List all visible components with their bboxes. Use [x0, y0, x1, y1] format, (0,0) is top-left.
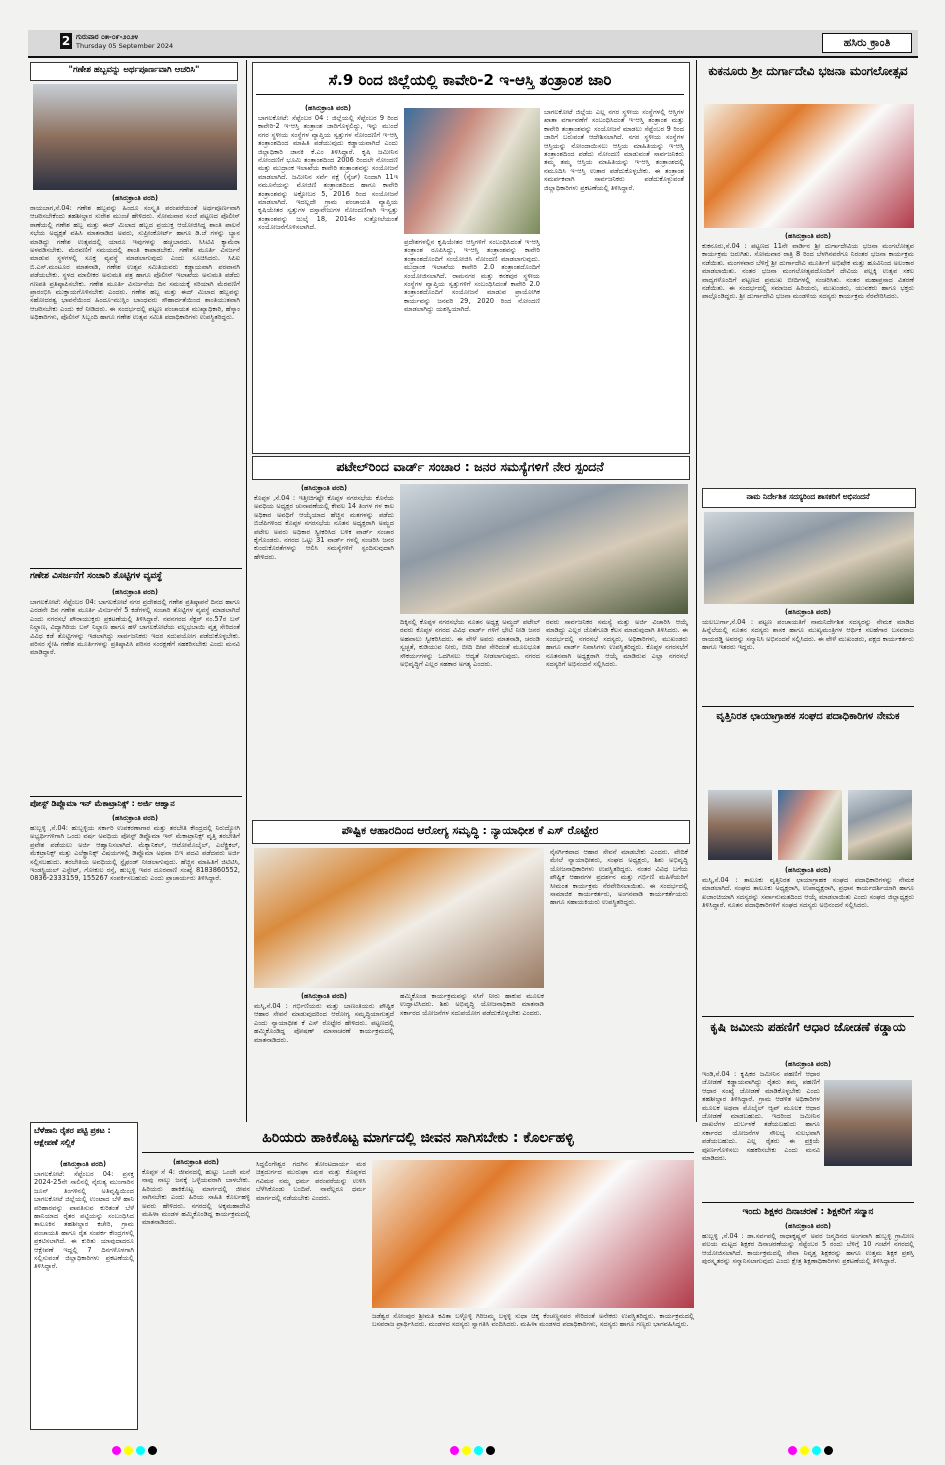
body-hiriyaru-col3: ಜಡೆಶ್ವರ ಸೋಂಪುರ ಶ್ರೀಮತಿ ಕವಿತಾ ಬಳ್ಳೊಳ್ಳಿ ಗಿರಿಜಮ್ಮ ಬಳ್ಳಳ್ಳಿ ಸುಧಾ ಚಿಕ್ಕ ಕೆಂಚಣ್ಣನವರ ಸೇರಿದಂತೆ ಅನೇಕರು ಉಪಸ್ಥಿತರಿದ್ದರು. ಕಾರ್ಯಕ್ರಮದಲ್ಲಿ ಬಸವರಾಜ ಪ್ರಾರ್ಥಿಸಿದರು. ಮಂಡಳದ ಸದಸ್ಯರು ಸ್ವಾಗತಿಸಿ ವಂದಿಸಿದರು. ಮಹಿಳಾ ಮಂಡಳದ ಪದಾಧಿಕಾರಿಗಳು, ಸದಸ್ಯರು ಹಾಗೂ ಗಣ್ಯರು ಭಾಗವಹಿಸಿದ್ದರು. [372, 1312, 694, 1329]
body-photographers: ಮಸ್ಕಿ,ಸೆ.04 : ತಾಲೂಕು ವೃತ್ತಿನಿರತ ಛಾಯಾಗ್ರಾಹಕ ಸಂಘದ ಪದಾಧಿಕಾರಿಗಳನ್ನು ನೇಮಕ ಮಾಡಲಾಗಿದೆ. ಸಂಘದ ತಾಲೂಕು ಅಧ್ಯಕ್ಷರಾಗಿ, ಉಪಾಧ್ಯಕ್ಷರಾಗಿ, ಪ್ರಧಾನ ಕಾರ್ಯದರ್ಶಿಯಾಗಿ ಹಾಗೂ ಖಜಾಂಚಿಯಾಗಿ ಸದಸ್ಯರನ್ನು ಸರ್ವಾನುಮತದಿಂದ ಆಯ್ಕೆ ಮಾಡಲಾಯಿತು ಎಂದು ಸಂಘದ ಜಿಲ್ಲಾಧ್ಯಕ್ಷರು ತಿಳಿಸಿದ್ದಾರೆ. ನೂತನ ಪದಾಧಿಕಾರಿಗಳಿಗೆ ಸಂಘದ ಸದಸ್ಯರು ಅಭಿನಂದನೆ ಸಲ್ಲಿಸಿದರು. [702, 876, 914, 910]
dateline-patel: (ಹಸಿರುಕ್ರಾಂತಿ ವರದಿ) [301, 484, 347, 492]
body-diploma: ಹುಬ್ಬಳ್ಳಿ ,ಸೆ.04: ಹುಬ್ಬಳ್ಳಿಯ ಸರ್ಕಾರಿ ಉಪಕರಣಾಗಾರ ಮತ್ತು ತರಬೇತಿ ಕೇಂದ್ರದಲ್ಲಿ ನಿರುದ್ಯೋಗಿ ಅಭ್ಯರ್ಥಿಗಳಿಗಾಗಿ ಒಂದು ವರ್ಷ ಅವಧಿಯ ಪೋಸ್ಟ್ ಡಿಪ್ಲೊಮಾ ಇನ್ ಮೆಕಾಟ್ರಾನಿಕ್ಸ್ ವೃತ್ತಿ ತರಬೇತಿಗೆ ಪ್ರವೇಶ ಪಡೆಯಲು ಅರ್ಜಿ ಆಹ್ವಾನಿಸಲಾಗಿದೆ. ಮೆಕ್ಯಾನಿಕಲ್, ಆಟೋಮೊಬೈಲ್, ಎಲೆಕ್ಟ್ರಿಕಲ್, ಮೆಕಟ್ರಾನಿಕ್ಸ್ ಮತ್ತು ಎಲೆಕ್ಟ್ರಾನಿಕ್ಸ್ ವಿಷಯಗಳಲ್ಲಿ ಡಿಪ್ಲೊಮಾ ಅಥವಾ ಬಿಇ ಪದವಿ ಪಡೆದವರು ಅರ್ಜಿ ಸಲ್ಲಿಸಬಹುದು. ತರಬೇತಿಯ ಅವಧಿಯಲ್ಲಿ ಸ್ಟೈಫಂಡ್ ನೀಡಲಾಗುವುದು. ಹೆಚ್ಚಿನ ಮಾಹಿತಿಗೆ ಜಿಟಿಟಿಸಿ, ಇಂಡಸ್ಟ್ರಿಯಲ್ ಎಸ್ಟೇಟ್, ಗೋಕುಲ ರಸ್ತೆ, ಹುಬ್ಬಳ್ಳಿ ಇವರ ದೂರವಾಣಿ ಸಂಖ್ಯೆ 8183860552, 0836-2333159, 155267 ಸಂಪರ್ಕಿಸಬಹುದು ಎಂದು ಪ್ರಾಚಾರ್ಯರು ತಿಳಿಸಿದ್ದಾರೆ. [30, 824, 240, 883]
body-nutrition-col2: ಹಮ್ಮಿಕೊಂಡ ಕಾರ್ಯಕ್ರಮವನ್ನು ಸಸಿಗೆ ನೀರು ಹಾಕುವ ಮೂಲಕ ಉದ್ಘಾಟಿಸಿದರು. ಶಿಶು ಅಭಿವೃದ್ಧಿ ಯೋಜನಾಧಿಕಾರಿ ಮಾತನಾಡಿ ಸರ್ಕಾರದ ಯೋಜನೆಗಳ ಸದುಪಯೋಗ ಪಡೆದುಕೊಳ್ಳಬೇಕು ಎಂದರು. [400, 992, 544, 1017]
reg-dot-cyan [812, 1446, 821, 1455]
headline-visarjane: ಗಣೇಶ ವಿಸರ್ಜನೆಗೆ ಸಂಚಾರಿ ತೊಟ್ಟಿಗಳ ವ್ಯವಸ್ಥೆ [30, 568, 242, 584]
body-namanirdeshita: ಯಲಬುರ್ಗಾ,ಸೆ.04 : ಪಟ್ಟಣ ಪಂಚಾಯತಿಗೆ ನಾಮನಿರ್ದೇಶಿತ ಸದಸ್ಯರನ್ನು ನೇಮಕ ಮಾಡಿದ ಹಿನ್ನೆಲೆಯಲ್ಲಿ ನೂತನ ಸದಸ್ಯರು ಶಾಸಕ ಹಾಗೂ ಮುಖ್ಯಮಂತ್ರಿಗಳ ಆರ್ಥಿಕ ಸಲಹೆಗಾರ ಬಸವರಾಜ ರಾಯರಡ್ಡಿ ಅವರನ್ನು ಸನ್ಮಾನಿಸಿ ಅಭಿನಂದನೆ ಸಲ್ಲಿಸಿದರು. ಈ ವೇಳೆ ಮುಖಂಡರು, ಪಕ್ಷದ ಕಾರ್ಯಕರ್ತರು ಹಾಗೂ ಇತರರು ಇದ್ದರು. [702, 618, 914, 652]
body-patel-col1: ಕೊಪ್ಪಳ ,ಸೆ.04 : ಇತ್ತೀಚಿಗಷ್ಟೇ ಕೊಪ್ಪಳ ನಗರಸಭೆಯ ಕೊನೆಯ ಅವಧಿಯ ಅಧ್ಯಕ್ಷರ ಚುನಾವಣೆಯಲ್ಲಿ ಕೇವಲ 14 ತಿಂಗಳ ಗಳ ಕಾಲ ಅಧಿಕಾರ ಅವಧಿಗೆ ಆಯ್ಕೆಯಾದ ಹೆಚ್ಚಿನ ಮತಗಳನ್ನು ಪಡೆದು ಬಿಜೆಪಿಗಳಿಂದ ಕೊಪ್ಪಳ ನಗರಸಭೆಯ ನೂತನ ಅಧ್ಯಕ್ಷರಾಗಿ ಅಮ್ಜದ ಪಟೇಲ ಅವರು ಅಧಿಕಾರ ಸ್ವೀಕರಿಸಿದ ಬಳಿಕ ವಾರ್ಡ್ ಸಂಚಾರ ಕೈಗೊಂಡರು. ನಗರದ ಒಟ್ಟು 31 ವಾರ್ಡ್ ಗಳಲ್ಲಿ ಸಂಚರಿಸಿ ಜನರ ಕುಂದುಕೊರತೆಗಳನ್ನು ಆಲಿಸಿ ಸಮಸ್ಯೆಗಳಿಗೆ ಸ್ಪಂದಿಸುವುದಾಗಿ ಹೇಳಿದರು. [254, 494, 394, 561]
portrait-tahsildar [824, 1080, 912, 1166]
reg-dot-magenta [788, 1446, 797, 1455]
reg-dot-black [148, 1446, 157, 1455]
portrait-photographer-2 [778, 790, 842, 860]
dateline-cauvery: (ಹಸಿರುಕ್ರಾಂತಿ ವರದಿ) [305, 104, 351, 112]
page-number: 2 [61, 34, 71, 48]
headline-hiriyaru: ಹಿರಿಯರು ಹಾಕಿಕೊಟ್ಟ ಮಾರ್ಗದಲ್ಲಿ ಜೀವನ ಸಾಗಿಸಬೇಕು : ಕೊರ್ಲಹಳ್ಳಿ [142, 1124, 694, 1153]
photo-mahila-mandala [372, 1160, 694, 1308]
dateline-diploma: (ಹಸಿರುಕ್ರಾಂತಿ ವರದಿ) [112, 814, 158, 822]
photo-mla-felicitation [704, 512, 914, 604]
registration-marks-right [788, 1440, 836, 1459]
body-hiriyaru-col1: ಕೊಪ್ಪಳ ಸೆ 4: ಜೀವನದಲ್ಲಿ ಹುಟ್ಟು ಒಂದೇ ಮನೆ ನಾವು ನಾಲ್ಕು ಜನಕ್ಕೆ ಒಳ್ಳೆಯವರಾಗಿ ಬಾಳಬೇಕು. ಹಿರಿಯರು ಹಾಕಿಕೊಟ್ಟ ಮಾರ್ಗದಲ್ಲಿ ಜೀವನ ಸಾಗಿಸಬೇಕು ಎಂದು ಹಿರಿಯ ಸಾಹಿತಿ ಕೊರ್ಲಹಳ್ಳಿ ಅವರು ಹೇಳಿದರು. ನಗರದಲ್ಲಿ ಅಕ್ಕಮಹಾದೇವಿ ಮಹಿಳಾ ಮಂಡಳ ಹಮ್ಮಿಕೊಂಡಿದ್ದ ಕಾರ್ಯಕ್ರಮದಲ್ಲಿ ಮಾತನಾಡಿದರು. [142, 1168, 250, 1227]
dateline-teachers: (ಹಸಿರುಕ್ರಾಂತಿ ವರದಿ) [785, 1222, 831, 1230]
body-cauvery-col1: ಬಾಗಲಕೋಟೆ: ಸೆಪ್ಟೆಂಬರ 04 : ಜಿಲ್ಲೆಯಲ್ಲಿ ಸೆಪ್ಟೆಂಬರ 9 ರಿಂದ ಕಾವೇರಿ-2 ಇ-ಆಸ್ತಿ ತಂತ್ರಾಂಶ ಜಾರಿಗೊಳ್ಳಲಿದ್ದು, ಇನ್ನು ಮುಂದೆ ನಗರ ಸ್ಥಳೀಯ ಸಂಸ್ಥೆಗಳ ವ್ಯಾಪ್ತಿಯ ಸ್ವತ್ತುಗಳ ನೋಂದಣಿಗೆ ಇ-ಆಸ್ತಿ ತಂತ್ರಾಂಶದಿಂದ ಮಾಹಿತಿ ಪಡೆಯುವುದು ಕಡ್ಡಾಯವಾಗಿದೆ ಎಂದು ಜಿಲ್ಲಾಧಿಕಾರಿ ಜಾನಕಿ ಕೆ.ಎಂ ತಿಳಿಸಿದ್ದಾರೆ. ಕೃಷಿ ಜಮೀನಿನ ನೋಂದಣಿಗೆ ಭೂಮಿ ತಂತ್ರಾಂಶದಿಂದ 2006 ರಿಂದಲೇ ನೋಂದಣಿ ಮತ್ತು ಮುದ್ರಾಂಕ ಇಲಾಖೆಯ ಕಾವೇರಿ ತಂತ್ರಾಂಶವನ್ನು ಸಂಯೋಜನೆ ಮಾಡಲಾಗಿದೆ. ಜಮೀನಿನ ಸರ್ವೆ ನಕ್ಷೆ (ಸ್ಕೆಚ್) ನಿಂದಾಗಿ 11ಇ ನಮೂನೆಯನ್ನು ಮೋಜಿಣಿ ತಂತ್ರಾಂಶದಿಂದ ಹಾಗೂ ಕಾವೇರಿ ತಂತ್ರಾಂಶವನ್ನು ಅಕ್ಟೋಬರ 5, 2016 ರಿಂದ ಸಂಯೋಜನೆ ಮಾಡಲಾಗಿದೆ. ಇದಲ್ಲದೇ ಗ್ರಾಮ ಪಂಚಾಯತಿ ವ್ಯಾಪ್ತಿಯ ಕೃಷಿಯೇತರ ಸ್ವತ್ತುಗಳ ದಸ್ತಾವೇಜುಗಳ ನೋಂದಣಿಗಾಗಿ ಇ-ಸ್ವತ್ತು ತಂತ್ರಾಂಶವನ್ನು ಜುಲೈ 18, 2014ರ ಸುತ್ತೋಲೆಯಂತೆ ಸಂಯೋಜನೆಗೊಳಿಸಲಾಗಿದೆ. [258, 114, 398, 232]
body-ganesha: ರಾಯಬಾಗ,ಸೆ.04: ಗಣೇಶ ಹಬ್ಬವನ್ನು ಹಿಂದೂ ಸಂಸ್ಕೃತಿ ಪರಂಪರೆಯಂತೆ ಅರ್ಥಪೂರ್ಣವಾಗಿ ಆಚರಿಸಬೇಕೆಂದು ತಹಶೀಲ್ದಾರ ಸುರೇಶ ಮುಂಚೆ ಹೇಳಿದರು. ಸೋಮವಾರ ಸಂಜೆ ಪಟ್ಟಣದ ಪೊಲೀಸ್ ಠಾಣೆಯಲ್ಲಿ ಗಣೇಶ ಹಬ್ಬ ಮತ್ತು ಈದ್ ಮಿಲಾದ ಹಬ್ಬದ ಪ್ರಯುಕ್ತ ಆಯೋಜಿಸಿದ್ದ ಶಾಂತಿ ಪಾಲನೆ ಸಭೆಯ ಅಧ್ಯಕ್ಷತೆ ವಹಿಸಿ ಮಾತನಾಡಿದ ಅವರು, ಸುಪ್ರೀಂಕೋರ್ಟ್ ಹಾಗೂ ಡಿ.ಜೆ ಗಳನ್ನು ಬ್ಯಾನ ಮಾಡಿದ್ದು ಗಣೇಶ ಉತ್ಸವದಲ್ಲಿ ಯಾರೂ ಇವುಗಳನ್ನು ಹಚ್ಚಬಾರದು. ಸಿಸಿಟಿವಿ ಕ್ಯಾಮೆರಾ ಅಳವಡಿಸಬೇಕು. ಮೆರವಣಿಗೆ ಸಮಯದಲ್ಲಿ ಶಾಂತಿ ಕಾಪಾಡಬೇಕು. ಗಣೇಶ ಮೂರ್ತಿ ವಿಸರ್ಜನೆ ಮಾಡುವ ಸ್ಥಳಗಳಲ್ಲಿ ಸೂಕ್ತ ವ್ಯವಸ್ಥೆ ಮಾಡಲಾಗುವುದು ಎಂದು ಸೂಚಿಸಿದರು. ಸಿಪಿಐ ಬಿ.ಎಸ್.ಮಂಟೂರ ಮಾತನಾಡಿ, ಗಣೇಶ ಉತ್ಸವ ಸಮಿತಿಯವರು ಕಡ್ಡಾಯವಾಗಿ ಪರವಾನಗಿ ಪಡೆಯಬೇಕು. ಸ್ಥಳದ ಮಾಲೀಕರ ಅನುಮತಿ ಪತ್ರ ಹಾಗೂ ಪೊಲೀಸ್ ಇಲಾಖೆಯ ಅನುಮತಿ ಪಡೆದು ಗಣಪತಿ ಪ್ರತಿಷ್ಠಾಪಿಸಬೇಕು. ಗಣೇಶ ಮೂರ್ತಿ ವಿಸರ್ಜನೆಯ ದಿನ ಸಮಯಕ್ಕೆ ಸರಿಯಾಗಿ ಮೆರವಣಿಗೆ ಪ್ರಾರಂಭಿಸಿ ಮುಕ್ತಾಯಗೊಳಿಸಬೇಕು ಎಂದರು. ಗಣೇಶ ಹಬ್ಬ ಮತ್ತು ಈದ್ ಮಿಲಾದ ಹಬ್ಬವನ್ನು ಸಹೋದರತ್ವ ಭಾವನೆಯಿಂದ ಹಿಂದೂ-ಮುಸ್ಲಿಂ ಬಾಂಧವರು ಸೌಹಾರ್ದತೆಯಿಂದ ಶಾಂತಿಯುತವಾಗಿ ಆಚರಿಸಬೇಕು ಎಂದು ಕರೆ ನೀಡಿದರು. ಈ ಸಂದರ್ಭದಲ್ಲಿ ಪಟ್ಟಣ ಪಂಚಾಯತ ಮುಖ್ಯಾಧಿಕಾರಿ, ಹೆಸ್ಕಾಂ ಅಧಿಕಾರಿಗಳು, ಪೊಲೀಸ್ ಸಿಬ್ಬಂದಿ ಹಾಗೂ ಗಣೇಶ ಉತ್ಸವ ಸಮಿತಿ ಪದಾಧಿಕಾರಿಗಳು ಉಪಸ್ಥಿತರಿದ್ದರು. [30, 204, 240, 322]
reg-dot-yellow [800, 1446, 809, 1455]
photo-ganesha-meeting [33, 84, 237, 190]
dateline-ganesha: (ಹಸಿರುಕ್ರಾಂತಿ ವರದಿ) [112, 194, 158, 202]
photo-bhajana [704, 104, 914, 228]
photo-poshan-event [254, 848, 544, 988]
body-cauvery-col2: ಪ್ರದೇಶಗಳಲ್ಲಿನ ಕೃಷಿಯೇತರ ಆಸ್ತಿಗಳಿಗೆ ಸಂಬಂಧಿಸಿದಂತೆ ಇ-ಆಸ್ತಿ ತಂತ್ರಾಂಶ ರೂಪಿಸಿದ್ದು, ಇ-ಆಸ್ತಿ ತಂತ್ರಾಂಶವನ್ನು ಕಾವೇರಿ ತಂತ್ರಾಂಶದೊಂದಿಗೆ ಸಂಯೋಜಿಸಿ ನೋಂದಣಿ ಮಾಡಲಾಗುವುದು. ಮುದ್ರಾಂಕ ಇಲಾಖೆಯ ಕಾವೇರಿ 2.0 ತಂತ್ರಾಂಶದೊಂದಿಗೆ ಸಂಯೋಜಿಸಲಾಗಿದೆ. ರಾಮನಗರ ಮತ್ತು ಕನಕಪುರ ಸ್ಥಳೀಯ ಸಂಸ್ಥೆಗಳ ವ್ಯಾಪ್ತಿಯ ಸ್ವತ್ತುಗಳಿಗೆ ಸಂಬಂಧಿಸಿದಂತೆ ಕಾವೇರಿ 2.0 ತಂತ್ರಾಂಶದೊಂದಿಗೆ ಸಂಯೋಜನೆ ಮಾಡುವ ಪ್ರಾಯೋಗಿಕ ಕಾರ್ಯವನ್ನು ಜನವರಿ 29, 2020 ರಿಂದ ನೋಂದಣಿ ಮಾಡಲಾಗಿದ್ದು ಯಶಸ್ವಿಯಾಗಿದೆ. [404, 238, 540, 314]
dateline-photographers: (ಹಸಿರುಕ್ರಾಂತಿ ವರದಿ) [785, 866, 831, 874]
body-durgadevi: ಕುಕನೂರು,ಸೆ.04 : ಪಟ್ಟಣದ 11ನೇ ವಾರ್ಡಿನ ಶ್ರೀ ದುರ್ಗಾದೇವಿಯ ಭಜನಾ ಮಂಗಲೋತ್ಸವ ಕಾರ್ಯಕ್ರಮ ಜರುಗಿತು. ಸೋಮವಾರ ರಾತ್ರಿ 8 ರಿಂದ ಬೆಳಗಿನವರೆಗೂ ನಿರಂತರ ಭಜನಾ ಕಾರ್ಯಕ್ರಮ ನಡೆಯಿತು. ಮಂಗಳವಾರ ಬೆಳಿಗ್ಗೆ ಶ್ರೀ ದುರ್ಗಾದೇವಿ ಮೂರ್ತಿಗೆ ಅಭಿಷೇಕ ಮತ್ತು ಹೂವಿನಿಂದ ಅಲಂಕಾರ ಮಾಡಲಾಯಿತು. ನಂತರ ಭಜನಾ ಮಂಗಲೋತ್ಸವದೊಂದಿಗೆ ದೇವಿಯ ಪಲ್ಲಕ್ಕಿ ಉತ್ಸವ ಸಕಲ ವಾದ್ಯಗಳೊಂದಿಗೆ ಪಟ್ಟಣದ ಪ್ರಮುಖ ಬೀದಿಗಳಲ್ಲಿ ಸಂಚರಿಸಿತು. ನಂತರ ಮಹಾಪ್ರಸಾದ ವಿತರಣೆ ನಡೆಯಿತು. ಈ ಸಂದರ್ಭದಲ್ಲಿ ಸಮಾಜದ ಹಿರಿಯರು, ಮುಖಂಡರು, ಯುವಕರು ಹಾಗೂ ಭಕ್ತರು ಪಾಲ್ಗೊಂಡಿದ್ದರು. ಶ್ರೀ ದುರ್ಗಾದೇವಿ ಭಜನಾ ಮಂಡಳಿಯ ಸದಸ್ಯರು ಕಾರ್ಯಕ್ರಮ ನೆರವೇರಿಸಿದರು. [702, 242, 914, 301]
headline-durgadevi: ಕುಕನೂರು ಶ್ರೀ ದುರ್ಗಾದೇವಿ ಭಜನಾ ಮಂಗಲೋತ್ಸವ [708, 64, 908, 78]
body-nutrition-col1: ಮಸ್ಕಿ,ಸೆ.04 : ಗರ್ಭಿಣಿಯರು ಮತ್ತು ಬಾಣಂತಿಯರು ಪೌಷ್ಟಿಕ ಆಹಾರ ಸೇವನೆ ಮಾಡುವುದರಿಂದ ಆರೋಗ್ಯ ಸಮೃದ್ಧಿಯಾಗುತ್ತದೆ ಎಂದು ನ್ಯಾಯಾಧೀಶ ಕೆ ಎಸ್ ರೊಟ್ಟೇರ ಹೇಳಿದರು. ಪಟ್ಟಣದಲ್ಲಿ ಹಮ್ಮಿಕೊಂಡಿದ್ದ ಪೋಷಣ್ ಮಾಸಾಚರಣೆ ಕಾರ್ಯಕ್ರಮದಲ್ಲಿ ಮಾತನಾಡಿದರು. [254, 1002, 394, 1044]
portrait-photographer-3 [848, 790, 912, 860]
headline-patel: ಪಟೇಲ್‌ರಿಂದ ವಾರ್ಡ್ ಸಂಚಾರ : ಜನರ ಸಮಸ್ಯೆಗಳಿಗೆ ನೇರ ಸ್ಪಂದನೆ [336, 459, 604, 474]
masthead-date-kannada: ಗುರುವಾರ ೦೫-೦೯-೨೦೨೪ [76, 33, 139, 41]
reg-dot-cyan [474, 1446, 483, 1455]
headline-pahani: ಕೃಷಿ ಜಮೀನು ಪಹಣಿಗೆ ಆಧಾರ ಜೋಡಣೆ ಕಡ್ಡಾಯ [702, 1016, 914, 1036]
paper-name: ಹಸಿರು ಕ್ರಾಂತಿ [822, 33, 912, 53]
headline-nutrition: ಪೌಷ್ಟಿಕ ಆಹಾರದಿಂದ ಆರೋಗ್ಯ ಸಮೃದ್ಧಿ : ನ್ಯಾಯಾಧೀಶ ಕೆ ಎಸ್ ರೊಟ್ಟೇರ [341, 824, 599, 837]
headline-teachers: ಇಂದು ಶಿಕ್ಷಕರ ದಿನಾಚರಣೆ : ಶಿಕ್ಷಕರಿಗೆ ಸನ್ಮಾನ [702, 1202, 914, 1220]
headline-crop: ಬೆಳೆಹಾನಿ ರೈತರ ಪಟ್ಟಿ ಪ್ರಕಟ : ಆಕ್ಷೇಪಣೆ ಸಲ್ಲಿಕೆ [34, 1126, 111, 1147]
reg-dot-black [486, 1446, 495, 1455]
reg-dot-black [824, 1446, 833, 1455]
headline-cauvery: ಸೆ.9 ರಿಂದ ಜಿಲ್ಲೆಯಲ್ಲಿ ಕಾವೇರಿ-2 ಇ-ಆಸ್ತಿ ತಂತ್ರಾಂಶ ಜಾರಿ [256, 66, 684, 95]
dateline-pahani: (ಹಸಿರುಕ್ರಾಂತಿ ವರದಿ) [785, 1060, 831, 1068]
reg-dot-magenta [450, 1446, 459, 1455]
dateline-hiriyaru: (ಹಸಿರುಕ್ರಾಂತಿ ವರದಿ) [173, 1158, 219, 1166]
reg-dot-cyan [136, 1446, 145, 1455]
photo-district-collector [404, 108, 540, 234]
column-rule-right [696, 60, 697, 1122]
headline-namanirdeshita: ನಾಮ ನಿರ್ದೇಶಿತ ಸದಸ್ಯರಿಂದ ಶಾಸಕರಿಗೆ ಅಭಿನಂದನೆ [746, 492, 870, 501]
body-nutrition-right: ನೈಸರ್ಗಿಕವಾದ ಆಹಾರ ಸೇವನೆ ಮಾಡಬೇಕು ಎಂದರು. ವೇದಿಕೆ ಮೇಲೆ ನ್ಯಾಯಾಧೀಶರು, ಸಂಘದ ಅಧ್ಯಕ್ಷರು, ಶಿಶು ಅಭಿವೃದ್ಧಿ ಯೋಜನಾಧಿಕಾರಿಗಳು ಉಪಸ್ಥಿತರಿದ್ದರು. ನಂತರ ವಿವಿಧ ಬಗೆಯ ಪೌಷ್ಟಿಕ ಆಹಾರಗಳ ಪ್ರದರ್ಶನ ಮತ್ತು ಗರ್ಭಿಣಿ ಮಹಿಳೆಯರಿಗೆ ಸೀಮಂತ ಕಾರ್ಯಕ್ರಮ ನೆರವೇರಿಸಲಾಯಿತು. ಈ ಸಂದರ್ಭದಲ್ಲಿ ಸಾಮಾಜಿಕ ಕಾರ್ಯಕರ್ತರು, ಅಂಗನವಾಡಿ ಕಾರ್ಯಕರ್ತೆಯರು ಹಾಗೂ ಸಹಾಯಕಿಯರು ಉಪಸ್ಥಿತರಿದ್ದರು. [550, 848, 688, 907]
body-hiriyaru-col2: ಸಿದ್ದಲಿಂಗೇಶ್ವರ ಗದಗಿನ ತೋಂಟದಾರ್ಯ ಮಠ ಚಿತ್ರದುರ್ಗದ ಮುರುಘಾ ಮಠ ಮತ್ತು ಕೊಪ್ಪಳದ ಗವಿಮಠ ನಮ್ಮ ಧರ್ಮ ಪರಂಪರೆಯನ್ನು ಉಳಿಸಿ ಬೆಳೆಸಿಕೊಂಡು ಬಂದಿವೆ. ನಾವೆಲ್ಲರೂ ಧರ್ಮ ಮಾರ್ಗದಲ್ಲಿ ನಡೆಯಬೇಕು ಎಂದರು. [256, 1160, 366, 1202]
registration-marks-center [450, 1440, 498, 1459]
headline-diploma: ಪೋಸ್ಟ್ ಡಿಪ್ಲೊಮಾ ಇನ್ ಮೆಕಾಟ್ರಾನಿಕ್ಸ್ : ಅರ್ಜಿ ಆಹ್ವಾನ [30, 796, 242, 811]
registration-marks-left [112, 1440, 160, 1459]
headline-photographers: ವೃತ್ತಿನಿರತ ಛಾಯಾಗ್ರಾಹಕ ಸಂಘದ ಪದಾಧಿಕಾರಿಗಳ ನೇಮಕ [702, 706, 914, 725]
reg-dot-magenta [112, 1446, 121, 1455]
dateline-nutrition: (ಹಸಿರುಕ್ರಾಂತಿ ವರದಿ) [301, 992, 347, 1000]
body-cauvery-col3: ಬಾಗಲಕೋಟೆ ಜಿಲ್ಲೆಯ ಎಲ್ಲ ನಗರ ಸ್ಥಳೀಯ ಸಂಸ್ಥೆಗಳಲ್ಲಿ ಆಸ್ತಿಗಳ ಖಾತಾ ವರ್ಗಾವಣೆಗೆ ಸಂಬಂಧಿಸಿದಂತೆ ಇ-ಆಸ್ತಿ ತಂತ್ರಾಂಶ ಮತ್ತು ಕಾವೇರಿ ತಂತ್ರಾಂಶವನ್ನು ಸಂಯೋಜನೆ ಮಾಡಲು ಸೆಪ್ಟೆಂಬರ 9 ರಿಂದ ಜಾರಿಗೆ ಬರುವಂತೆ ಆದೇಶಿಸಲಾಗಿದೆ. ನಗರ ಸ್ಥಳೀಯ ಸಂಸ್ಥೆಗಳ ಆಸ್ತಿಯನ್ನು ನೋಂದಾಯಿಸಲು ಆಸ್ತಿಯ ಮಾಹಿತಿಯನ್ನು ಇ-ಆಸ್ತಿ ತಂತ್ರಾಂಶದಿಂದ ಪಡೆದು ನೋಂದಣಿ ಮಾಡುವಂತೆ ಸಾರ್ವಜನಿಕರು ತಮ್ಮ ತಮ್ಮ ಆಸ್ತಿಯ ಮಾಹಿತಿಯನ್ನು ಇ-ಆಸ್ತಿ ತಂತ್ರಾಂಶದಲ್ಲಿ ನಮೂದಿಸಿ ಇ-ಆಸ್ತಿ ಉತಾರ ಪಡೆದುಕೊಳ್ಳಬೇಕು. ಈ ತಂತ್ರಾಂಶ ಸಮರ್ಪಕವಾಗಿ ಸಾರ್ವಜನಿಕರು ಪಡೆದುಕೊಳ್ಳುವಂತೆ ಜಿಲ್ಲಾಧಿಕಾರಿಗಳು ಪ್ರಕಟಣೆಯಲ್ಲಿ ತಿಳಿಸಿದ್ದಾರೆ. [544, 108, 684, 192]
reg-dot-yellow [124, 1446, 133, 1455]
body-crop: ಬಾಗಲಕೋಟೆ: ಸೆಪ್ಟೆಂಬರ 04: ಪ್ರಸಕ್ತ 2024-25ನೇ ಸಾಲಿನಲ್ಲಿ ನೈರುತ್ಯ ಮುಂಗಾರಿನ ಜೂನ್ ತಿಂಗಳಿನಲ್ಲಿ ಅತಿವೃಷ್ಟಿಯಿಂದ ಬಾಗಲಕೋಟೆ ಜಿಲ್ಲೆಯಲ್ಲಿ ಉಂಟಾದ ಬೆಳೆ ಹಾನಿ ಪರಿಹಾರವನ್ನು ಪಾವತಿಸುವ ಕುರಿತಂತೆ ಬೆಳೆ ಹಾನಿಯಾದ ರೈತರ ಪಟ್ಟಿಯನ್ನು ಸಂಬಂಧಿಸಿದ ತಾಲೂಕಿನ ತಹಶೀಲ್ದಾರ ಕಚೇರಿ, ಗ್ರಾಮ ಪಂಚಾಯತಿ ಹಾಗೂ ರೈತ ಸಂಪರ್ಕ ಕೇಂದ್ರಗಳಲ್ಲಿ ಪ್ರಕಟಿಸಲಾಗಿದೆ. ಈ ಕುರಿತು ಯಾವುದಾದರೂ ಆಕ್ಷೇಪಣೆ ಇದ್ದಲ್ಲಿ 7 ದಿನಗಳೊಳಗಾಗಿ ಸಲ್ಲಿಸುವಂತೆ ಜಿಲ್ಲಾಧಿಕಾರಿಗಳು ಪ್ರಕಟಣೆಯಲ್ಲಿ ತಿಳಿಸಿದ್ದಾರೆ. [34, 1170, 134, 1271]
headline-ganesha: "ಗಣೇಶ ಹಬ್ಬವನ್ನು ಅರ್ಥಪೂರ್ಣವಾಗಿ ಆಚರಿಸಿ" [68, 65, 200, 75]
dateline-visarjane: (ಹಸಿರುಕ್ರಾಂತಿ ವರದಿ) [112, 588, 158, 596]
dateline-durgadevi: (ಹಸಿರುಕ್ರಾಂತಿ ವರದಿ) [785, 232, 831, 240]
body-patel-col3: ರವರು ಸಾರ್ವಜನಿಕರ ಸಮಸ್ಯೆ ಮತ್ತು ಅರ್ಜಿ ವಿಚಾರಿಸಿ ಆಯ್ಕೆ ಮಾಡಿದ್ದು ಎಲ್ಲರ ಜೊತೆಗೂಡಿ ಕೆಲಸ ಮಾಡುವುದಾಗಿ ತಿಳಿಸಿದರು. ಈ ಸಂದರ್ಭದಲ್ಲಿ ನಗರಸಭೆ ಸದಸ್ಯರು, ಅಧಿಕಾರಿಗಳು, ಮುಖಂಡರು ಹಾಗೂ ವಾರ್ಡ್ ನಿವಾಸಿಗಳು ಉಪಸ್ಥಿತರಿದ್ದರು. ಕೊಪ್ಪಳ ನಗರಸಭೆಗೆ ನೂತನವಾಗಿ ಅಧ್ಯಕ್ಷರಾಗಿ ಆಯ್ಕೆ ಮಾಡಿರುವ ಎಲ್ಲಾ ನಗರಸಭೆ ಸದಸ್ಯರಿಗೆ ಅಭಿನಂದನೆ ಸಲ್ಲಿಸಿದರು. [546, 618, 688, 669]
body-patel-col2: ದಿಕ್ಕಿನಲ್ಲಿ ಕೊಪ್ಪಳ ನಗರಸಭೆಯ ನೂತನ ಅಧ್ಯಕ್ಷ ಅಮ್ಜದ್ ಪಟೇಲ್ ರವರು ಕೊಪ್ಪಳ ನಗರದ ವಿವಿಧ ವಾರ್ಡ್ ಗಳಿಗೆ ಭೇಟಿ ನೀಡಿ ಜನರ ಅಹವಾಲು ಸ್ವೀಕರಿಸಿದರು. ಈ ವೇಳೆ ಅವರು ಮಾತನಾಡಿ, ಚರಂಡಿ ಸ್ವಚ್ಛತೆ, ಕುಡಿಯುವ ನೀರು, ಬೀದಿ ದೀಪ ಸೇರಿದಂತೆ ಮೂಲಭೂತ ಸೌಕರ್ಯಗಳನ್ನು ಒದಗಿಸಲು ಆದ್ಯತೆ ನೀಡಲಾಗುವುದು. ನಗರದ ಅಭಿವೃದ್ಧಿಗೆ ಎಲ್ಲರ ಸಹಕಾರ ಅಗತ್ಯ ಎಂದರು. [400, 618, 540, 669]
photo-ward-tour [400, 484, 688, 614]
body-pahani: ಇಂಡಿ,ಸೆ.04 : ಕೃಷಿಕರ ಜಮೀನಿನ ಪಹಣಿಗೆ ಆಧಾರ ಜೋಡಣೆ ಕಡ್ಡಾಯವಾಗಿದ್ದು ರೈತರು ತಮ್ಮ ಪಹಣಿಗೆ ಆಧಾರ ಸಂಖ್ಯೆ ಜೋಡಣೆ ಮಾಡಿಕೊಳ್ಳಬೇಕು ಎಂದು ತಹಶೀಲ್ದಾರ ತಿಳಿಸಿದ್ದಾರೆ. ಗ್ರಾಮ ಆಡಳಿತ ಅಧಿಕಾರಿಗಳ ಮೂಲಕ ಅಥವಾ ಮೊಬೈಲ್ ಆ್ಯಪ್ ಮೂಲಕ ಆಧಾರ ಜೋಡಣೆ ಮಾಡಬಹುದು. ಇದರಿಂದ ಜಮೀನಿನ ದಾಖಲೆಗಳ ದುರ್ಬಳಕೆ ತಡೆಯಬಹುದು ಹಾಗೂ ಸರ್ಕಾರದ ಯೋಜನೆಗಳ ಸೌಲಭ್ಯ ಸುಲಭವಾಗಿ ಪಡೆಯಬಹುದು. ಎಲ್ಲ ರೈತರು ಈ ಪ್ರಕ್ರಿಯೆ ಪೂರ್ಣಗೊಳಿಸಲು ಸಹಕರಿಸಬೇಕು ಎಂದು ಮನವಿ ಮಾಡಿದರು. [702, 1070, 820, 1163]
masthead-date-english: Thursday 05 September 2024 [76, 42, 174, 50]
dateline-crop: (ಹಸಿರುಕ್ರಾಂತಿ ವರದಿ) [60, 1160, 106, 1168]
dateline-namanirdeshita: (ಹಸಿರುಕ್ರಾಂತಿ ವರದಿ) [785, 608, 831, 616]
body-visarjane: ಬಾಗಲಕೋಟೆ: ಸೆಪ್ಟೆಂಬರ 04: ಬಾಗಲಕೋಟೆ ನಗರ ಪ್ರದೇಶದಲ್ಲಿ ಗಣೇಶ ಪ್ರತಿಷ್ಠಾಪನೆ ದಿನದ ಹಾಗೂ ಎರಡನೇ ದಿನ ಗಣೇಶ ಮೂರ್ತಿ ವಿಸರ್ಜನೆಗೆ 5 ಕಡೆಗಳಲ್ಲಿ ಸಂಚಾರಿ ತೊಟ್ಟಿಗಳ ವ್ಯವಸ್ಥೆ ಮಾಡಲಾಗಿದೆ ಎಂದು ನಗರಸಭೆ ಪೌರಾಯುಕ್ತರು ಪ್ರಕಟಣೆಯಲ್ಲಿ ತಿಳಿಸಿದ್ದಾರೆ. ನವನಗರದ ಸೆಕ್ಟರ್ ನಂ.57ರ ಬಸ್ ನಿಲ್ದಾಣ, ವಿದ್ಯಾಗಿರಿಯ ಬಸ್ ನಿಲ್ದಾಣ ಹಾಗೂ ಹಳೆ ಬಾಗಲಕೋಟೆಯ ವಲ್ಲಭಬಾಯಿ ವೃತ್ತ ಸೇರಿದಂತೆ ವಿವಿಧ ಕಡೆ ತೊಟ್ಟಿಗಳನ್ನು ಇಡಲಾಗಿದ್ದು ಸಾರ್ವಜನಿಕರು ಇದರ ಸದುಪಯೋಗ ಪಡೆದುಕೊಳ್ಳಬೇಕು. ಪರಿಸರ ಸ್ನೇಹಿ ಗಣೇಶ ಮೂರ್ತಿಗಳನ್ನು ಪ್ರತಿಷ್ಠಾಪಿಸಿ ಪರಿಸರ ಸಂರಕ್ಷಣೆಗೆ ಸಹಕರಿಸಬೇಕು ಎಂದು ಮನವಿ ಮಾಡಿದ್ದಾರೆ. [30, 598, 240, 657]
column-rule-left [246, 60, 247, 1122]
reg-dot-yellow [462, 1446, 471, 1455]
body-teachers: ಹುಬ್ಬಳ್ಳಿ ,ಸೆ.04 : ಡಾ.ಸರ್ವಪಲ್ಲಿ ರಾಧಾಕೃಷ್ಣನ್ ಅವರ ಜನ್ಮದಿನದ ಅಂಗವಾಗಿ ಹುಬ್ಬಳ್ಳಿ ಗ್ರಾಮೀಣ ವಲಯ ಮಟ್ಟದ ಶಿಕ್ಷಕರ ದಿನಾಚರಣೆಯನ್ನು ಸೆಪ್ಟೆಂಬರ 5 ರಂದು ಬೆಳಿಗ್ಗೆ 10 ಗಂಟೆಗೆ ನಗರದಲ್ಲಿ ಆಯೋಜಿಸಲಾಗಿದೆ. ಕಾರ್ಯಕ್ರಮದಲ್ಲಿ ಸೇವಾ ನಿವೃತ್ತ ಶಿಕ್ಷಕರನ್ನು ಹಾಗೂ ಉತ್ತಮ ಶಿಕ್ಷಕ ಪ್ರಶಸ್ತಿ ಪುರಸ್ಕೃತರನ್ನು ಸನ್ಮಾನಿಸಲಾಗುವುದು ಎಂದು ಕ್ಷೇತ್ರ ಶಿಕ್ಷಣಾಧಿಕಾರಿಗಳು ಪ್ರಕಟಣೆಯಲ್ಲಿ ತಿಳಿಸಿದ್ದಾರೆ. [702, 1232, 914, 1266]
portrait-photographer-1 [708, 790, 772, 860]
